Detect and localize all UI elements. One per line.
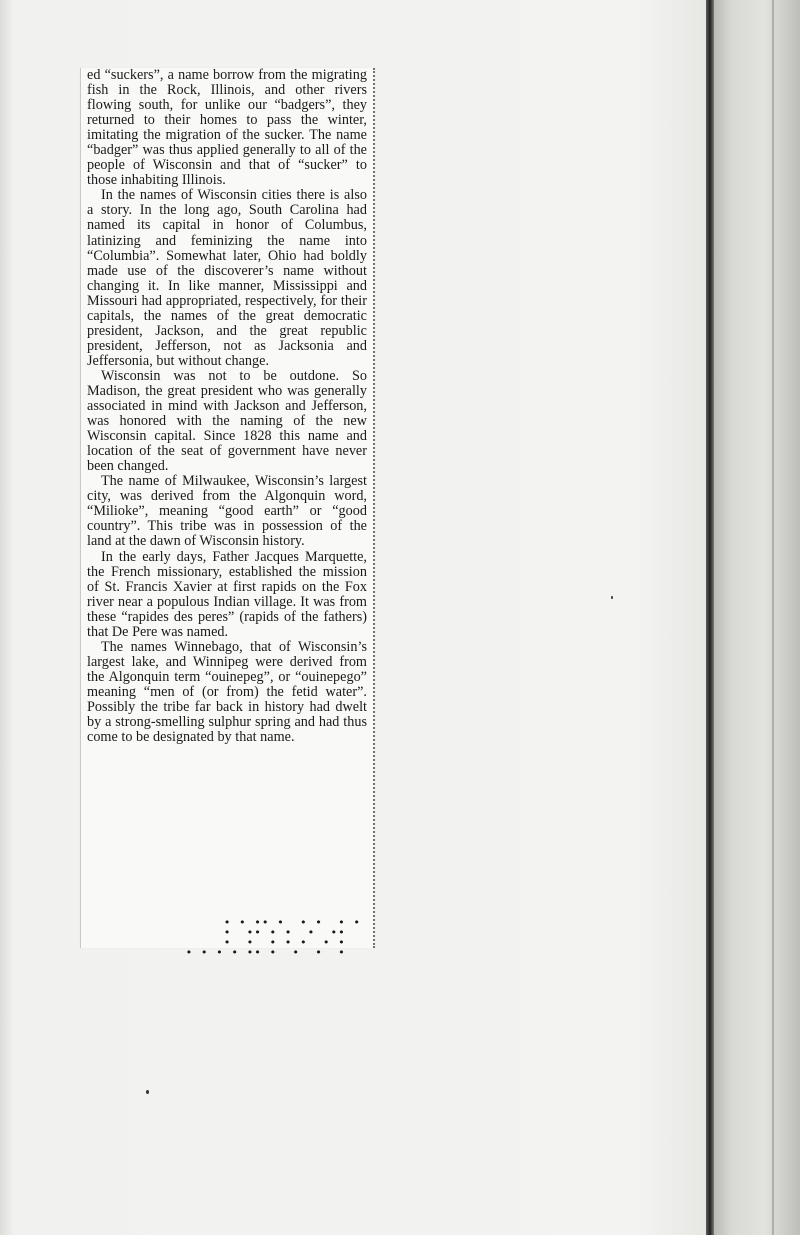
paragraph-madison: Wisconsin was not to be outdone. So Madison, the great president who was generally associated in mind with Jackson and Jefferson, was honored with the naming of the new Wisconsin capital. Since 1828 this name and location of the seat of government have never been changed.: [87, 367, 367, 475]
article-text: [87, 68, 367, 745]
facing-page-edge: [714, 0, 800, 1235]
paragraph-city-names: In the names of Wisconsin cities there is also a story. In the long ago, South Carolina had named its capital in honor of Columbus, latinizing and feminizing the name into “Columbia”. Somewhat later, Ohio had boldly made use of the discoverer’s name without changing it. In like manner, Mississippi and Missouri had appropriated, respectively, for their capitals, the names of the great democratic president, Jackson, and the great republic president, Jefferson, not as Jacksonia and Jeffersonia, but without change.: [87, 187, 367, 369]
paper-speck: [611, 596, 613, 599]
paragraph-milwaukee: The name of Milwaukee, Wisconsin’s largest city, was derived from the Algonquin word, “Milioke”, meaning “good earth” or “good country”. This tribe was in possession of the land at the dawn of Wisconsin history.: [87, 473, 367, 550]
paragraph-suckers: ed “suckers”, a name borrow from the migrating fish in the Rock, Illinois, and other rivers flowing south, for unlike our “badgers”, they returned to their homes to pass the winter, imitating the migration of the sucker. The name “badger” was thus applied generally to all of the people of Wisconsin and that of “sucker” to those inhabiting Illinois.: [87, 67, 367, 189]
paragraph-de-pere: In the early days, Father Jacques Marquette, the French missionary, established the mission of St. Francis Xavier at first rapids on the Fox river near a populous Indian village. It was from these “rapides des peres” (rapids of the fathers) that De Pere was named.: [87, 548, 367, 640]
printer-ornament-dots: • • •• • • • • • • •• • • • •• • • • • • • • • • • • •• • • • •: [185, 916, 361, 959]
paragraph-winnebago: The names Winnebago, that of Wisconsin’s largest lake, and Winnipeg were derived from the Algonquin term “ouinepeg”, or “ouinepego” meaning “men of (or from) the fetid water”. Possibly the tribe far back in history had dwelt by a strong-smelling sulphur spring and had thus come to be designated by that name.: [87, 638, 367, 746]
newspaper-clipping: [80, 68, 375, 948]
paper-speck: [146, 1090, 149, 1094]
page-binding-shadow: [706, 0, 714, 1235]
